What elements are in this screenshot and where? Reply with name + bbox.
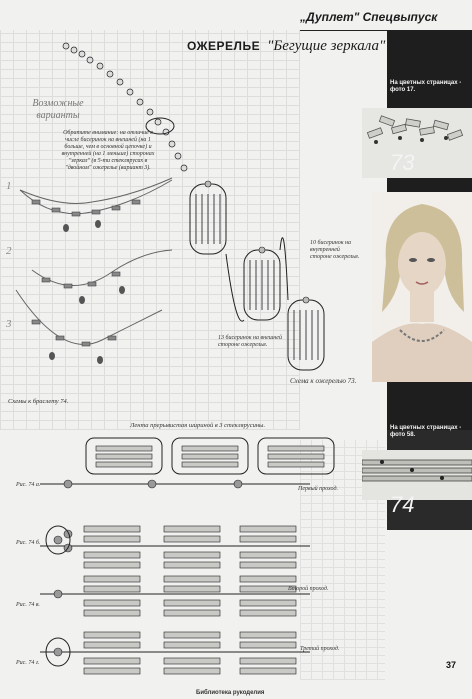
variant-label-3: 3: [6, 318, 12, 330]
fig-74b: Рис. 74 б.: [16, 540, 41, 546]
scheme-74-ribbon-note: Лента прерывистая шириной в 3 стеклярусины.: [130, 422, 266, 429]
variant-sketches: [12, 160, 192, 390]
variants-heading-line2: варианты: [36, 110, 80, 121]
pass-2-label: Второй проход.: [288, 586, 329, 592]
photo-number-74: 74: [390, 492, 415, 517]
scheme-73-diagram: [180, 180, 340, 380]
scheme-73-caption: Схема к ожерелью 73.: [290, 377, 357, 385]
fig-74c: Рис. 74 в.: [16, 602, 40, 608]
running-header: [300, 8, 460, 28]
sidebar-note-73: На цветных страницах - фото 17.: [390, 80, 462, 93]
title-name: "Бегущие зеркала": [267, 38, 386, 54]
scheme-73-note-inner: 13 бисеринок на внешней стороне ожерелья.: [218, 335, 282, 348]
scheme-74-title: Схемы к браслету 74.: [8, 398, 69, 405]
model-portrait-photo: [372, 192, 472, 382]
title-kind: ОЖЕРЕЛЬЕ: [187, 39, 261, 53]
scheme-73-note-outer: 10 бисеринок на внутренней стороне ожерелья.: [310, 240, 360, 260]
page-number: 37: [446, 660, 457, 670]
pass-1-label: Первый проход.: [298, 486, 339, 492]
footer-text: Библиотека рукоделия: [196, 690, 265, 696]
fig-74a: Рис. 74 а.: [16, 482, 41, 488]
sidebar-note-74: На цветных страницах - фото 58.: [390, 425, 462, 438]
variants-note: Обратите внимание: на отличие в числе бисеринок на внешней (на 1 больше, чем в основной цепочке) и внутренней (на 1 меньше) сторонах "зеркал" (в 5-ти стеклярусах в "двойном" ожерелье (вариант 3).: [61, 130, 155, 171]
pass-3-label: Третий проход.: [300, 646, 340, 652]
variant-label-2: 2: [6, 245, 12, 257]
variants-heading-line1: Возможные: [32, 98, 84, 109]
header-brand: „Дуплет" Спецвыпуск: [300, 10, 438, 24]
necklace-chain-diagram: [60, 40, 260, 190]
photo-number-73: 73: [390, 150, 415, 175]
portrait-illustration: [372, 192, 472, 382]
scheme-74-diagram: [40, 430, 340, 680]
variant-label-1: 1: [6, 180, 12, 192]
necklace-beadwork-icon: [362, 108, 472, 178]
necklace-photo-73: [362, 108, 472, 178]
fig-74d: Рис. 74 г.: [16, 660, 40, 666]
bracelet-photo-74: [362, 450, 472, 500]
bracelet-beadwork-icon: [362, 450, 472, 500]
